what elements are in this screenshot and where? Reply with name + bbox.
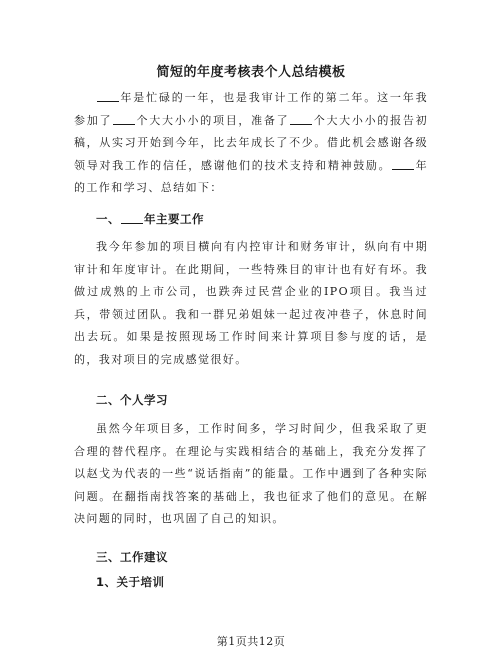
section3-subheading: 1、关于培训 — [96, 575, 165, 589]
year-blank-2 — [392, 159, 414, 170]
section3-heading: 三、工作建议 — [96, 550, 168, 564]
section1-heading — [96, 211, 204, 227]
intro-text-1: 年是忙碌的一年，也是我审计工作的第二年。这一年我参加了 — [74, 91, 428, 127]
year-blank — [97, 91, 119, 102]
intro-paragraph — [74, 87, 428, 200]
section2-heading: 二、个人学习 — [96, 393, 168, 407]
document-title: 简短的年度考核表个人总结模板 — [156, 65, 346, 80]
intro-text-2: 个大大小小的项目，准备了 — [136, 113, 290, 127]
section2-paragraph: 虽然今年项目多，工作时间多，学习时间少，但我采取了更合理的替代程序。在理论与实践相结合的基础上，我充分发挥了以赵戈为代表的一些“说话指南”的能量。工作中遇到了各种实际问题。在翻指南找答案的基础上，我也征求了他们的意见。在解决问题的同时，也巩固了自己的知识。 — [74, 422, 428, 526]
section1-year-blank — [121, 213, 143, 224]
section1-heading-suffix: 年主要工作 — [144, 212, 204, 226]
page-footer: 第1页共12页 — [216, 635, 286, 648]
report-count-blank — [290, 114, 312, 125]
section1-paragraph: 我今年参加的项目横向有内控审计和财务审计，纵向有中期审计和年度审计。在此期间，一些特殊目的审计也有好有坏。我做过成熟的上市公司，也跌奔过民营企业的IPO项目。我当过兵，带领过团队。我和一群兄弟姐妹一起过夜冲巷子，休息时间出去玩。如果是按照现场工作时间来计算项目参与度的话，是的，我对项目的完成感觉很好。 — [74, 240, 428, 366]
section1-heading-prefix: 一、 — [96, 212, 120, 226]
intro-text-4: 年的工作和学习、总结如下： — [74, 158, 429, 195]
intro-text-3: 个大大小小的报告初稿，从实习开始到今年，比去年成长了不少。借此机会感谢各级领导对我工作的信任，感谢他们的技术支持和精神鼓励。 — [74, 113, 428, 172]
project-count-blank — [113, 114, 135, 125]
